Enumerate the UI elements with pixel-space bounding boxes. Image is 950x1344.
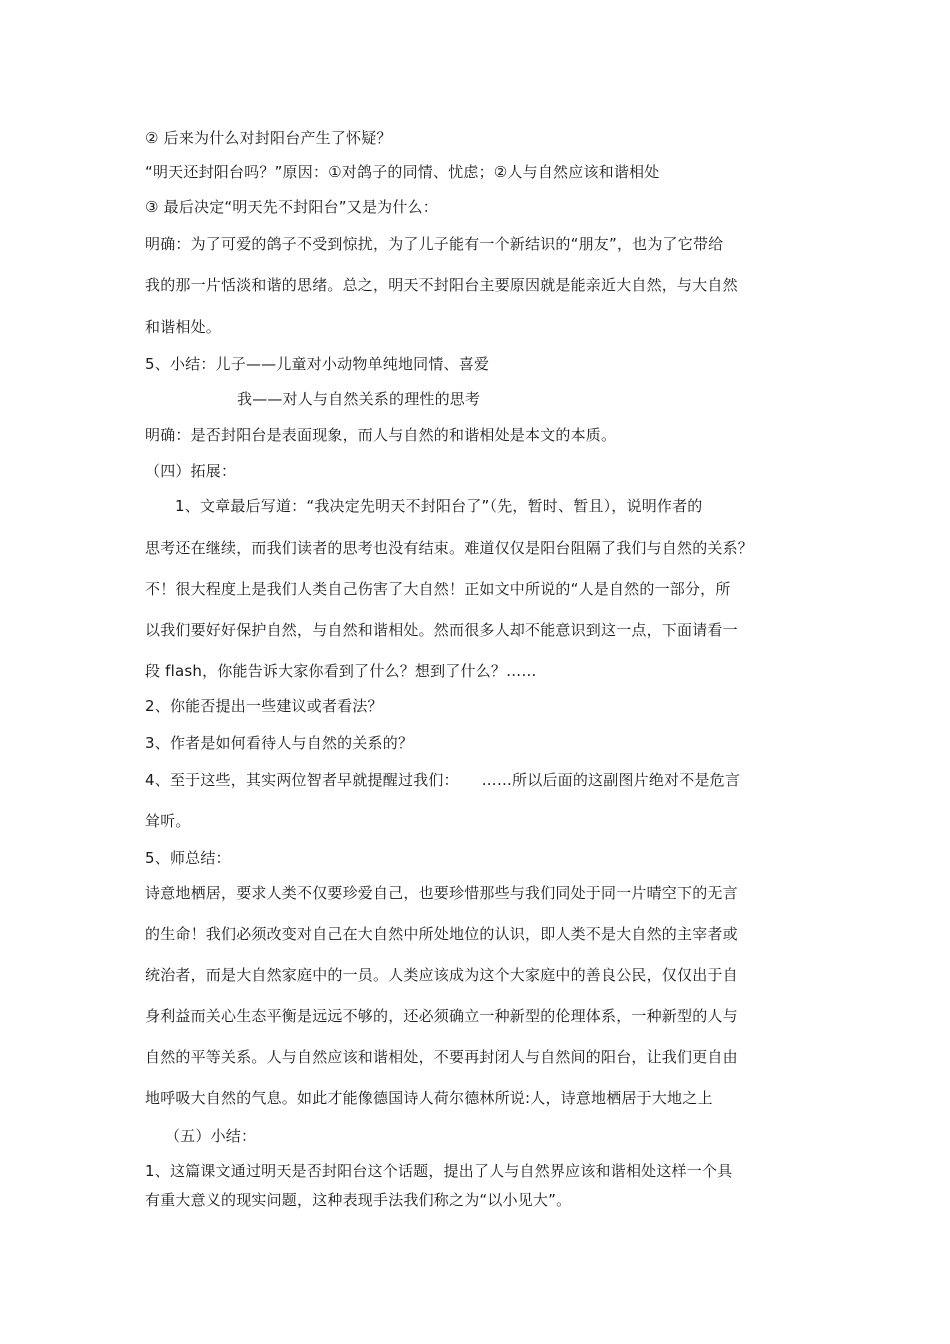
text-line: 我的那一片恬淡和谐的思绪。总之，明天不封阳台主要原因就是能亲近大自然，与大自然 <box>145 276 738 294</box>
text-line: 5、师总结： <box>145 849 231 867</box>
text-line: 的生命！我们必须改变对自己在大自然中所处地位的认识，即人类不是大自然的主宰者或 <box>145 925 738 943</box>
text-line: “明天还封阳台吗？”原因：①对鸽子的同情、忧虑；②人与自然应该和谐相处 <box>145 163 660 181</box>
text-line: 思考还在继续，而我们读者的思考也没有结束。难道仅仅是阳台阻隔了我们与自然的关系？ <box>145 539 754 557</box>
text-line: 有重大意义的现实问题，这种表现手法我们称之为“以小见大”。 <box>145 1191 572 1209</box>
text-line: 我——对人与自然关系的理性的思考 <box>237 390 481 408</box>
text-line: 统治者，而是大自然家庭中的一员。人类应该成为这个大家庭中的善良公民，仅仅出于自 <box>145 966 738 984</box>
text-line: 3、作者是如何看待人与自然的关系的？ <box>145 734 414 752</box>
text-line: 段 flash，你能告诉大家你看到了什么？想到了什么？…… <box>145 662 537 680</box>
text-line: 明确：是否封阳台是表面现象，而人与自然的和谐相处是本文的本质。 <box>145 426 617 444</box>
text-line: ② 后来为什么对封阳台产生了怀疑？ <box>145 129 392 147</box>
text-line: 耸听。 <box>145 812 191 830</box>
text-line: 4、至于这些，其实两位智者早就提醒过我们： ……所以后面的这副图片绝对不是危言 <box>145 771 741 789</box>
section-heading: （五）小结： <box>165 1127 257 1145</box>
text-line: 1、文章最后写道：“我决定先明天不封阳台了”（先，暂时、暂且），说明作者的 <box>175 497 703 515</box>
text-line: 2、你能否提出一些建议或者看法？ <box>145 697 383 715</box>
text-line: 1、这篇课文通过明天是否封阳台这个话题，提出了人与自然界应该和谐相处这样一个具 <box>145 1162 733 1180</box>
section-heading: （四）拓展： <box>145 462 237 480</box>
text-line: 明确：为了可爱的鸽子不受到惊扰，为了儿子能有一个新结识的“朋友”，也为了它带给 <box>145 235 724 253</box>
text-line: 和谐相处。 <box>145 318 222 336</box>
text-line: 自然的平等关系。人与自然应该和谐相处，不要再封闭人与自然间的阳台，让我们更自由 <box>145 1048 738 1066</box>
text-line: ③ 最后决定“明天先不封阳台”又是为什么： <box>145 198 438 216</box>
text-line: 身利益而关心生态平衡是远远不够的，还必须确立一种新型的伦理体系，一种新型的人与 <box>145 1007 738 1025</box>
text-line: 地呼吸大自然的气息。如此才能像德国诗人荷尔德林所说:人，诗意地栖居于大地之上 <box>145 1089 713 1107</box>
text-line: 以我们要好好保护自然，与自然和谐相处。然而很多人却不能意识到这一点，下面请看一 <box>145 621 738 639</box>
text-line: 不！很大程度上是我们人类自己伤害了大自然！正如文中所说的“人是自然的一部分，所 <box>145 580 731 598</box>
text-line: 5、小结：儿子——儿童对小动物单纯地同情、喜爱 <box>145 355 490 373</box>
text-line: 诗意地栖居，要求人类不仅要珍爱自己，也要珍惜那些与我们同处于同一片晴空下的无言 <box>145 884 738 902</box>
